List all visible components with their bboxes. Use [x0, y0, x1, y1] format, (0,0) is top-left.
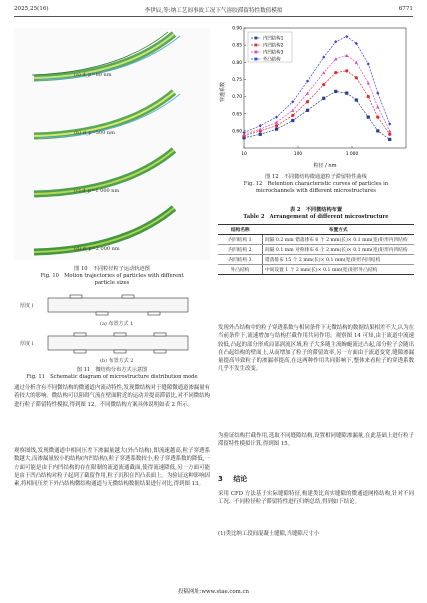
data-point — [355, 98, 358, 101]
page-number: 6771 — [398, 6, 413, 12]
data-point — [334, 90, 337, 93]
fig10-caption — [14, 266, 210, 287]
legend-marker — [255, 44, 258, 47]
legend-label: 内凹结构1 — [263, 36, 284, 42]
legend-label: 外凸结构 — [263, 57, 281, 63]
table2-header-arrangement: 布置方式 — [263, 225, 415, 235]
data-point — [259, 124, 262, 127]
data-point — [388, 129, 391, 132]
y-tick-label: 0.90 — [232, 26, 242, 32]
data-point — [306, 109, 309, 112]
data-point — [355, 61, 358, 64]
data-point — [306, 92, 309, 95]
legend-marker — [255, 51, 258, 54]
left-paragraph-2: 观察图线,发现微通道中相同压差下渗漏量越大(外凸结构),即流速越高,粒子穿透系数越大,而渗漏量较小的结构(内凹结构),粒子穿透系数较小,粒子穿透系数的降低,一方面可能是由于内凹结构的存在限制的流道流通截面,使得流速降低,另一方面可能是由于凹凸结构对粒子起到了截留作用,粒子沉积在凹凸表面上。为验证这种影响因素,将相同压差下外凸结构微结构通道与无微结构数据结果进行对比,得到图 13。 — [14, 448, 210, 488]
fig11-sub-a: (a) 布置方式 1 — [100, 321, 134, 327]
table2-header-name: 结构名称 — [218, 225, 263, 235]
data-point — [259, 133, 262, 136]
legend — [248, 32, 292, 63]
legend-label: 内凹结构2 — [263, 43, 284, 49]
fig10-label-a: (a) d_p=80 nm — [74, 72, 112, 78]
x-tick-label: 100 — [293, 152, 303, 157]
y-tick-label: 0.80 — [232, 60, 242, 66]
legend-label: 内凹结构3 — [263, 50, 284, 56]
series-line — [244, 91, 390, 139]
right-paragraph-3: 采用 CFD 方法基于实际缝隙特征,构建类比真实缝隙的微通道网格结构,针对不同工况、不同粒径粒子滞留特性进行归纳总结,得到如下结论。 — [218, 491, 414, 506]
data-point — [291, 100, 294, 103]
data-point — [322, 71, 325, 74]
x-axis-label: 粒径 / nm — [313, 163, 337, 169]
data-point — [275, 116, 278, 119]
legend-marker — [255, 37, 258, 40]
section-title: 结论 — [233, 475, 248, 483]
data-point — [306, 80, 309, 83]
y-tick-label: 0.65 — [232, 112, 242, 118]
data-point — [376, 129, 379, 132]
fig10-panel-c — [14, 144, 210, 202]
data-point — [367, 81, 370, 84]
data-point — [367, 95, 370, 98]
table2-title-en: Table 2 Arrangement of different microstructure — [243, 214, 389, 220]
table-cell: 中间设置 1 个 2 mm(长)× 0.1 mm(宽)矩形外凸结构 — [263, 265, 415, 275]
data-point — [259, 128, 262, 131]
legend-marker — [255, 58, 258, 61]
data-point — [367, 62, 370, 65]
table2-title — [218, 207, 414, 221]
fig10-panel-a — [14, 28, 210, 86]
fig11-thickness-label-b: 厚度 l — [20, 341, 34, 347]
data-point — [291, 114, 294, 117]
table-row — [218, 245, 414, 255]
x-tick-label: 10 — [241, 152, 247, 157]
fig11-schematic — [14, 292, 210, 366]
data-point — [322, 56, 325, 59]
table-cell: 间隔 0.1 mm 对称排布 6 个 2 mm(长)× 0.1 mm(宽)矩形内凹结构 — [263, 245, 415, 255]
left-paragraph-1: 通过分析含有不同微结构的微通道内流动特性,发现微结构对于缝隙微通道渗漏量有着较大的影响。微结构可以阻碍气流在壁面附近的运动并提高滞留比,对不同微结构进行粒子滞留特性模拟,得到图 12。不同微结构方案具体说明如表 2 所示。 — [14, 385, 210, 408]
running-header — [14, 6, 413, 16]
table2-title-cn: 表 2 不同微结构布置 — [289, 207, 343, 213]
data-point — [376, 92, 379, 95]
data-point — [322, 83, 325, 86]
fig10-caption-en: Fig. 10 Motion trajectories of particles with different particle sizes — [40, 273, 184, 286]
table-cell: 外凸结构 — [218, 265, 263, 275]
fig10-caption-cn: 图 10 不同粒径粒子运动轨迹图 — [74, 266, 150, 272]
x-ticks — [241, 146, 358, 157]
fig11-caption — [14, 367, 210, 381]
data-point — [388, 138, 391, 141]
data-point — [388, 122, 391, 125]
data-point — [334, 40, 337, 43]
data-point — [376, 116, 379, 119]
trajectory-plot-a — [14, 28, 210, 86]
right-paragraph-1: 发现外凸结构中的粒子穿透系数与相同条件下无微结构的数据结果相差不大,认为在当前条件下,流速增加与结构拦截作用共同作用。观察图 14 可知,由于流道中流速较低,凸起的部分形成局部涡流区域,粒子大多随主流蜿蜒流过凸起,部分粒子会随出在凸起结构的壁面上,从而增加了粒子的滞留效率,另一方面由于流道变宽,缝隙渗漏量提高导致粒子的渗漏率提高,在这两种作用共同影响下,整体来看粒子的穿透系数几乎不发生改变。 — [218, 325, 414, 373]
data-point — [306, 100, 309, 103]
y-tick-label: 0.70 — [232, 95, 242, 101]
y-tick-label: 0.60 — [232, 129, 242, 135]
data-point — [367, 116, 370, 119]
table-cell: 间隔 0.2 mm 错落排布 6 个 2 mm(长)× 0.1 mm(宽)矩形内凹结构 — [263, 235, 415, 245]
fig10-label-d: (d) d_p=2 000 nm — [74, 246, 120, 252]
table-row — [218, 255, 414, 265]
data-point — [345, 92, 348, 95]
fig12-caption-cn: 图 12 不同微结构微通道粒子滞留特性曲线 — [265, 174, 367, 180]
fig10-label-c: (c) d_p=1 000 nm — [74, 188, 120, 194]
y-tick-label: 0.85 — [232, 43, 242, 49]
fig10-panel-d — [14, 202, 210, 260]
table-cell: 内凹结构 1 — [218, 235, 263, 245]
data-point — [322, 97, 325, 100]
table-cell: 内凹结构 3 — [218, 255, 263, 265]
x-tick-label: 1 000 — [345, 152, 359, 157]
y-axis-label: 穿透系数 — [220, 81, 226, 103]
data-point — [355, 76, 358, 79]
data-point — [291, 109, 294, 112]
data-point — [291, 119, 294, 122]
footer-url: 投稿网址:www.stae.com.cn — [178, 589, 249, 595]
fig12-caption — [218, 174, 414, 195]
data-point — [334, 71, 337, 74]
table-row — [218, 235, 414, 245]
section-heading — [218, 474, 247, 484]
table-cell: 内凹结构 2 — [218, 245, 263, 255]
fig12-chart — [218, 22, 414, 172]
data-point — [275, 124, 278, 127]
right-paragraph-2: 为验证结构拦截作用,选取不同缝隙结构,设置相同缝隙渗漏量,在此基础上进行粒子滞留特性模拟计算,得到图 15。 — [218, 433, 414, 448]
data-point — [376, 105, 379, 108]
table2 — [218, 224, 414, 275]
journal-volume: 2025,25(16) — [14, 6, 49, 12]
data-point — [275, 128, 278, 131]
data-point — [345, 69, 348, 72]
fig10-panel-b — [14, 86, 210, 144]
running-title: 李伊辰,等:纳工艺间事故工况下气溶胶滞留特性数值模拟 — [144, 8, 283, 14]
y-tick-label: 0.75 — [232, 78, 242, 84]
data-point — [388, 133, 391, 136]
table-cell: 错落排布 15 个 2 mm(长)× 0.1 mm(宽)矩形内凹结构 — [263, 255, 415, 265]
header-rule — [14, 16, 413, 17]
section-number: 3 — [218, 475, 223, 483]
fig10-label-b: (b) d_p=500 nm — [74, 130, 115, 136]
right-paragraph-4: (1)类比纳工段间混凝土缝隙,当缝隙尺寸小 — [218, 531, 319, 537]
fig11-thickness-label-a: 厚度 l — [20, 303, 34, 309]
fig12-caption-en: Fig. 12 Retention characteristic curves of particles in microchannels with different microstructures — [243, 181, 389, 194]
fig11-caption-en: Fig. 11 Schematic diagram of microstructure distribution mode — [26, 374, 198, 380]
fig11-sub-b: (b) 布置方式 2 — [100, 358, 134, 364]
fig11-caption-cn: 图 11 微结构分布方式示意图 — [76, 367, 148, 373]
table-row — [218, 265, 414, 275]
